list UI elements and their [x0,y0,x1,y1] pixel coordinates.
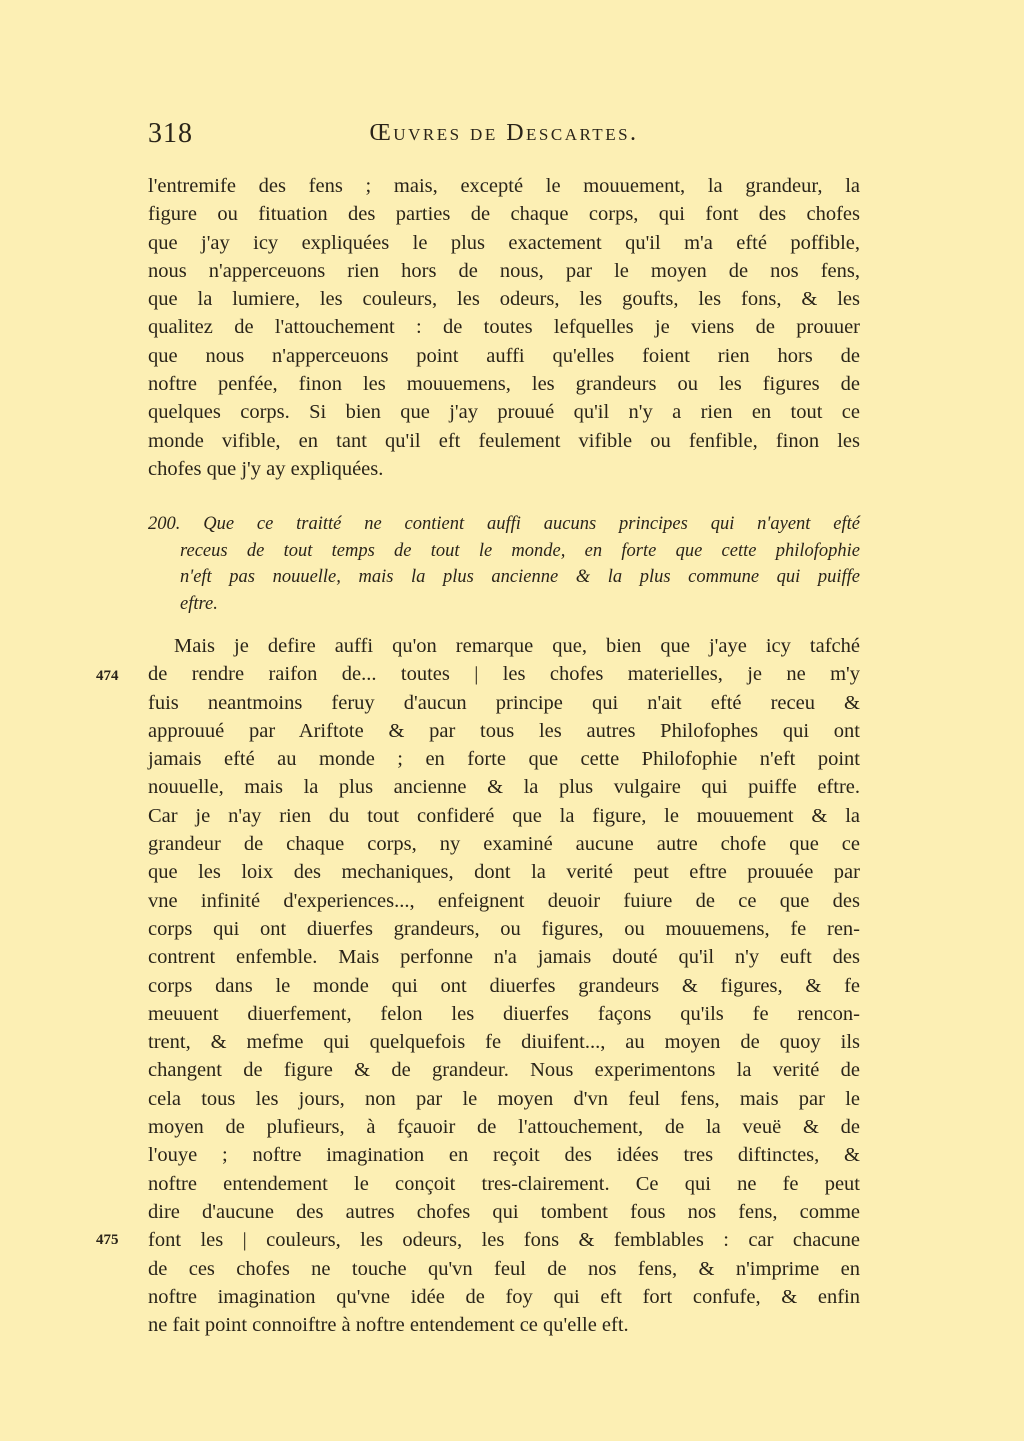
text-line: contrent enfemble. Mais perfonne n'a jamais douté qu'il n'y euft des [148,946,860,969]
paragraph-2 [148,632,860,1339]
text-line: vne infinité d'experiences..., enfeignent deuoir fuiure de ce que des [148,889,860,912]
page-header [148,118,860,152]
margin-line-number: 475 [96,1232,119,1248]
heading-line: receus de tout temps de tout le monde, en forte que cette philofophie [180,540,860,561]
heading-line: eftre. [180,593,218,614]
text-line: approuué par Ariftote & par tous les autres Philofophes qui ont [148,719,860,742]
text-line: corps dans le monde qui ont diuerfes grandeurs & figures, & fe [148,974,860,997]
text-line: jamais efté au monde ; en forte que cette Philofophie n'eft point [148,748,860,771]
text-line: l'ouye ; noftre imagination en reçoit des idées tres diftinctes, & [148,1144,860,1167]
text-line: chofes que j'y ay expliquées. [148,457,384,480]
text-line: de rendre raifon de... toutes | les chofes materielles, je ne m'y [148,663,860,686]
text-line: figure ou fituation des parties de chaque corps, qui font des chofes [148,203,860,226]
text-line: quelques corps. Si bien que j'ay prouué qu'il n'y a rien en tout ce [148,401,860,424]
text-line: monde vifible, en tant qu'il eft feulement vifible ou fenfible, finon les [148,429,860,452]
page-number: 318 [148,118,193,149]
text-line: noftre imagination qu'vne idée de foy qui eft fort confufe, & enfin [148,1285,860,1308]
text-line: que j'ay icy expliquées le plus exactement qu'il m'a efté poffible, [148,231,860,254]
text-line: que les loix des mechaniques, dont la verité peut eftre prouuée par [148,861,860,884]
paragraph-1 [148,172,860,483]
heading-line: 200. Que ce traitté ne contient auffi aucuns principes qui n'ayent efté [148,514,860,534]
text-line: de ces chofes ne touche qu'vn feul de nos fens, & n'imprime en [148,1257,860,1280]
text-line: dire d'aucune des autres chofes qui tombent fous nos fens, comme [148,1200,860,1223]
text-line: grandeur de chaque corps, ny examiné aucune autre chofe que ce [148,833,860,856]
text-line: l'entremife des fens ; mais, excepté le mouuement, la grandeur, la [148,175,860,197]
text-line: Mais je defire auffi qu'on remarque que, bien que j'aye icy tafché [174,635,860,657]
text-line: font les | couleurs, les odeurs, les fons & femblables : car chacune [148,1229,860,1252]
text-line: nouuelle, mais la plus ancienne & la plus vulgaire qui puiffe eftre. [148,776,860,799]
text-line: noftre penfée, finon les mouuemens, les grandeurs ou les figures de [148,373,860,396]
text-line: fuis neantmoins feruy d'aucun principe qui n'ait efté receu & [148,691,860,714]
text-line: noftre entendement le conçoit tres-clairement. Ce qui ne fe peut [148,1172,860,1195]
text-line: qualitez de l'attouchement : de toutes lefquelles je viens de prouuer [148,316,860,339]
text-line: que la lumiere, les couleurs, les odeurs, les goufts, les fons, & les [148,288,860,311]
text-line: que nous n'apperceuons point auffi qu'elles foient rien hors de [148,344,860,367]
heading-line: n'eft pas nouuelle, mais la plus ancienne & la plus commune qui puiffe [180,567,860,587]
text-line: trent, & mefme qui quelquefois fe diuifent..., au moyen de quoy ils [148,1031,860,1054]
text-line: ne fait point connoiftre à noftre entendement ce qu'elle eft. [148,1314,629,1337]
text-line: meuuent diuerfement, felon les diuerfes façons qu'ils fe rencon- [148,1002,860,1025]
running-title: Œuvres de Descartes. [369,120,639,146]
text-line: cela tous les jours, non par le moyen d'vn feul fens, mais par le [148,1087,860,1110]
text-line: nous n'apperceuons rien hors de nous, par le moyen de nos fens, [148,259,860,282]
margin-line-number: 474 [96,668,119,684]
text-line: moyen de plufieurs, à fçauoir de l'attouchement, de la veuë & de [148,1116,860,1139]
section-heading-200 [148,511,860,617]
text-line: changent de figure & de grandeur. Nous experimentons la verité de [148,1059,860,1082]
text-line: corps qui ont diuerfes grandeurs, ou figures, ou mouuemens, fe ren- [148,917,860,940]
text-line: Car je n'ay rien du tout confideré que la figure, le mouuement & la [148,804,860,827]
